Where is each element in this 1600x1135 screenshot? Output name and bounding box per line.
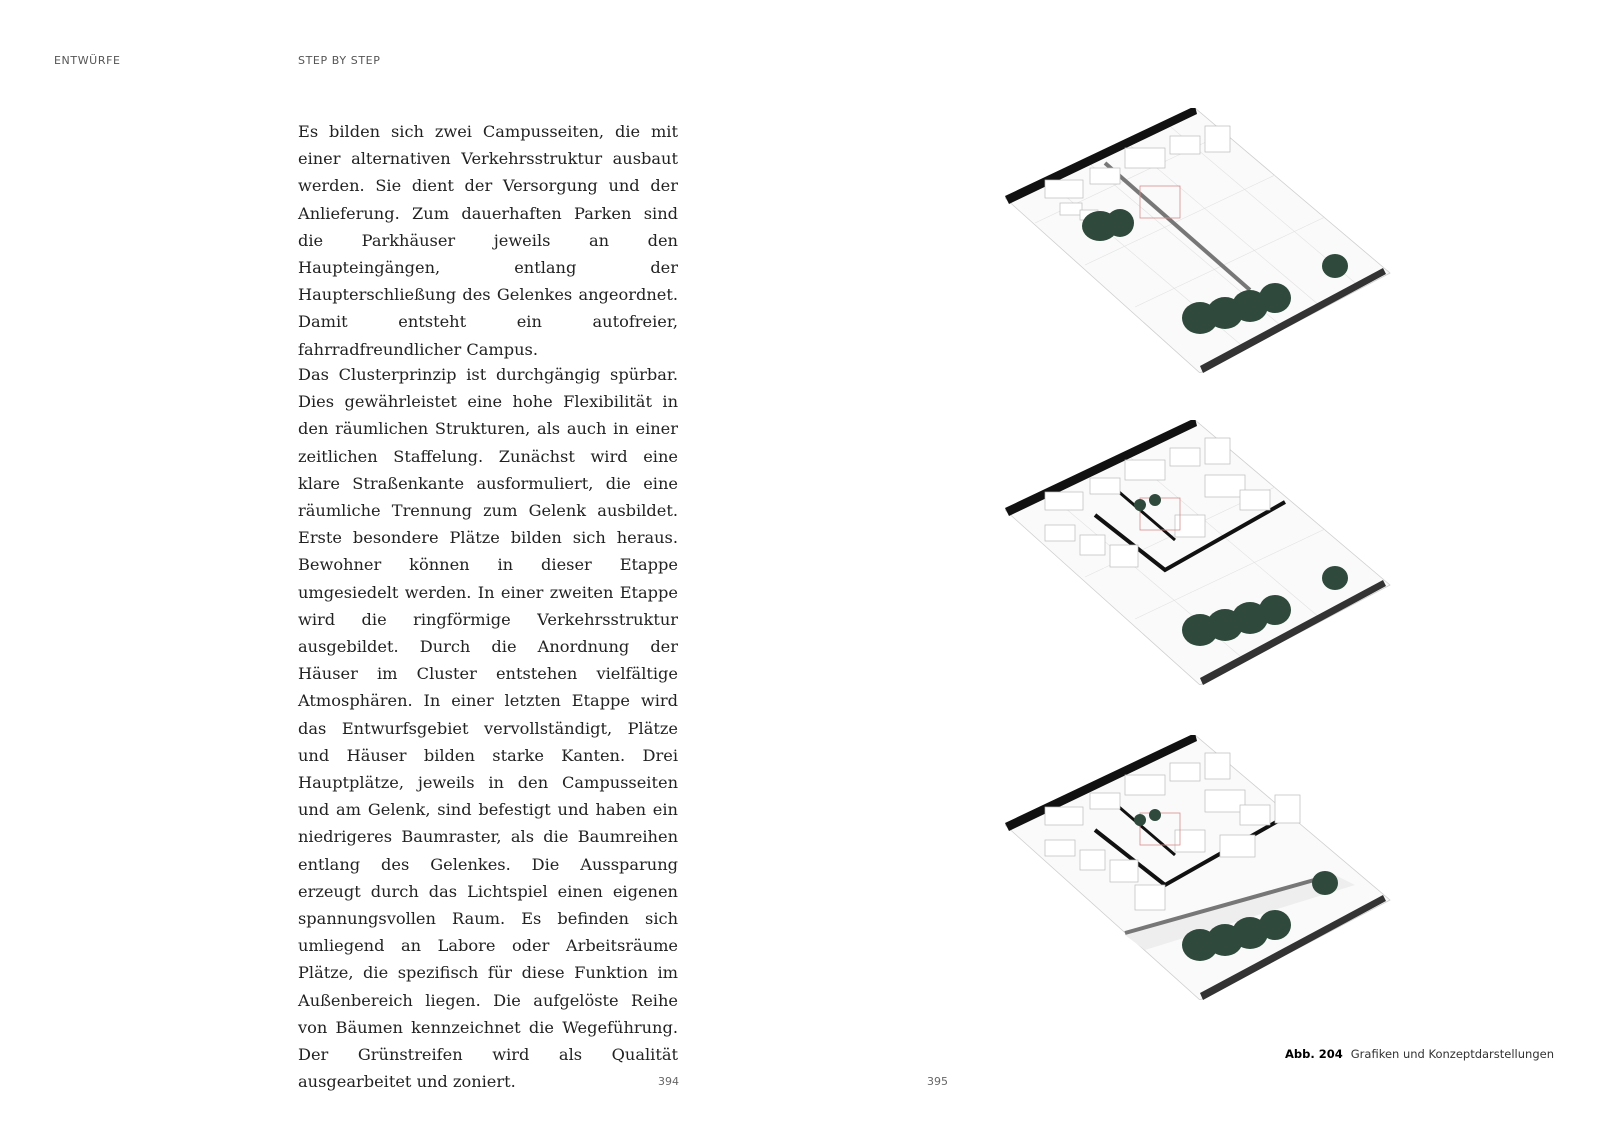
axonometric-stage-1 — [1005, 108, 1425, 373]
axonometric-drawing-3 — [1005, 735, 1425, 1000]
figure-caption-text: Grafiken und Konzeptdarstellungen — [1350, 1047, 1554, 1061]
axonometric-drawing-1 — [1005, 108, 1425, 373]
page-number-right: 395 — [927, 1075, 948, 1088]
axonometric-stage-2 — [1005, 420, 1425, 685]
running-head-section: STEP BY STEP — [298, 54, 381, 67]
figure-caption — [1285, 1047, 1554, 1061]
body-paragraph-2 — [298, 361, 678, 1122]
running-head-chapter: ENTWÜRFE — [54, 54, 121, 67]
paragraph-text: Es bilden sich zwei Campusseiten, die mit einer alternativen Verkehrsstruktur ausbaut werden. Sie dient der Versorgung und der Anlieferung. Zum dauerhaften Parken sind die Parkhäuser jeweils an den Haupteingängen, entlang der Haupterschließung des Gelenkes angeordnet. Damit entsteht ein autofreier, fahrradfreundlicher Campus. — [298, 122, 678, 359]
figure-caption-label: Abb. 204 — [1285, 1047, 1343, 1061]
body-paragraph-1 — [298, 118, 678, 390]
axonometric-drawing-2 — [1005, 420, 1425, 685]
axonometric-stage-3 — [1005, 735, 1425, 1000]
paragraph-text: Das Clusterprinzip ist durchgängig spürbar. Dies gewährleistet eine hohe Flexibilität in den räumlichen Strukturen, als auch in einer zeitlichen Staffelung. Zunächst wird eine klare Straßenkante ausformuliert, die eine räumliche Trennung zum Gelenk ausbildet. Erste besondere Plätze bilden sich heraus. Bewohner können in dieser Etappe umgesiedelt werden. In einer zweiten Etappe wird die ringförmige Verkehrsstruktur ausgebildet. Durch die Anordnung der Häuser im Cluster entstehen vielfältige Atmosphären. In einer letzten Etappe wird das Entwurfsgebiet vervollständigt, Plätze und Häuser bilden starke Kanten. Drei Hauptplätze, jeweils in den Campusseiten und am Gelenk, sind befestigt und haben ein niedrigeres Baumraster, als die Baumreihen entlang des Gelenkes. Die Aussparung erzeugt durch das Lichtspiel einen eigenen spannungsvollen Raum. Es befinden sich umliegend an Labore oder Arbeitsräume Plätze, die spezifisch für diese Funktion im Außenbereich liegen. Die aufgelöste Reihe von Bäumen kennzeichnet die Wegeführung. Der Grünstreifen wird als Qualität ausgearbeitet und zoniert. — [298, 365, 678, 1092]
page-number-left: 394 — [658, 1075, 679, 1088]
